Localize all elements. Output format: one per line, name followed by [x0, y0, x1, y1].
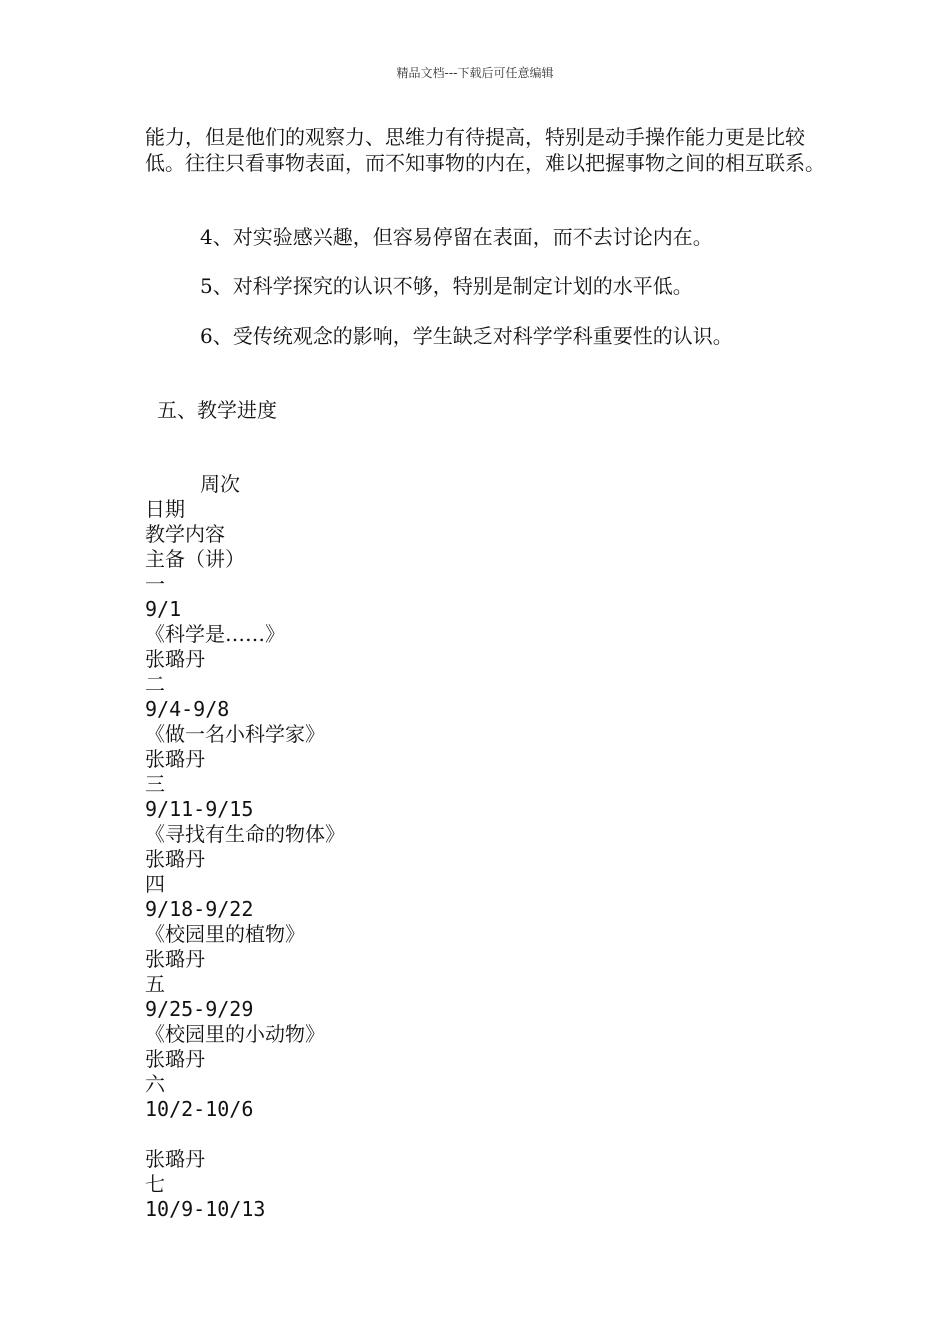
row-content: [145, 1122, 345, 1147]
row-week: 二: [145, 672, 165, 696]
header-content: 教学内容: [145, 522, 225, 546]
row-content: 《校园里的小动物》: [145, 1022, 325, 1046]
page-header: 精品文档---下载后可任意编辑: [396, 66, 554, 80]
list-item-5: 5、对科学探究的认识不够，特别是制定计划的水平低。: [200, 274, 693, 298]
body-paragraph: 能力，但是他们的观察力、思维力有待提高，特别是动手操作能力更是比较低。往往只看事物表面，而不知事物的内在，难以把握事物之间的相互联系。: [145, 125, 825, 175]
row-teacher: 张璐丹: [145, 947, 205, 971]
row-teacher: 张璐丹: [145, 747, 205, 771]
row-date: 9/1: [145, 597, 182, 621]
list-item-4: 4、对实验感兴趣，但容易停留在表面，而不去讨论内在。: [200, 225, 713, 249]
row-content: 《做一名小科学家》: [145, 722, 325, 746]
row-week: 四: [145, 872, 165, 896]
list-item-6: 6、受传统观念的影响，学生缺乏对科学学科重要性的认识。: [200, 324, 733, 348]
section-title: 五、教学进度: [157, 398, 277, 422]
row-content: 《科学是……》: [145, 622, 285, 646]
row-date: 9/18-9/22: [145, 897, 254, 921]
row-week: 五: [145, 972, 165, 996]
row-content: 《寻找有生命的物体》: [145, 822, 345, 846]
row-teacher: 张璐丹: [145, 847, 205, 871]
header-teacher: 主备（讲）: [145, 547, 245, 571]
header-date: 日期: [145, 497, 185, 521]
row-week: 一: [145, 572, 165, 596]
row-content: 《校园里的植物》: [145, 922, 305, 946]
row-date: 9/4-9/8: [145, 697, 230, 721]
row-date: 10/2-10/6: [145, 1097, 254, 1121]
schedule-table: [145, 472, 345, 1222]
row-date: 10/9-10/13: [145, 1197, 266, 1221]
row-date: 9/25-9/29: [145, 997, 254, 1021]
row-week: 七: [145, 1172, 165, 1196]
row-teacher: 张璐丹: [145, 1147, 205, 1171]
row-date: 9/11-9/15: [145, 797, 254, 821]
row-teacher: 张璐丹: [145, 1047, 205, 1071]
row-week: 三: [145, 772, 165, 796]
row-week: 六: [145, 1072, 165, 1096]
header-week: 周次: [200, 472, 240, 496]
row-teacher: 张璐丹: [145, 647, 205, 671]
